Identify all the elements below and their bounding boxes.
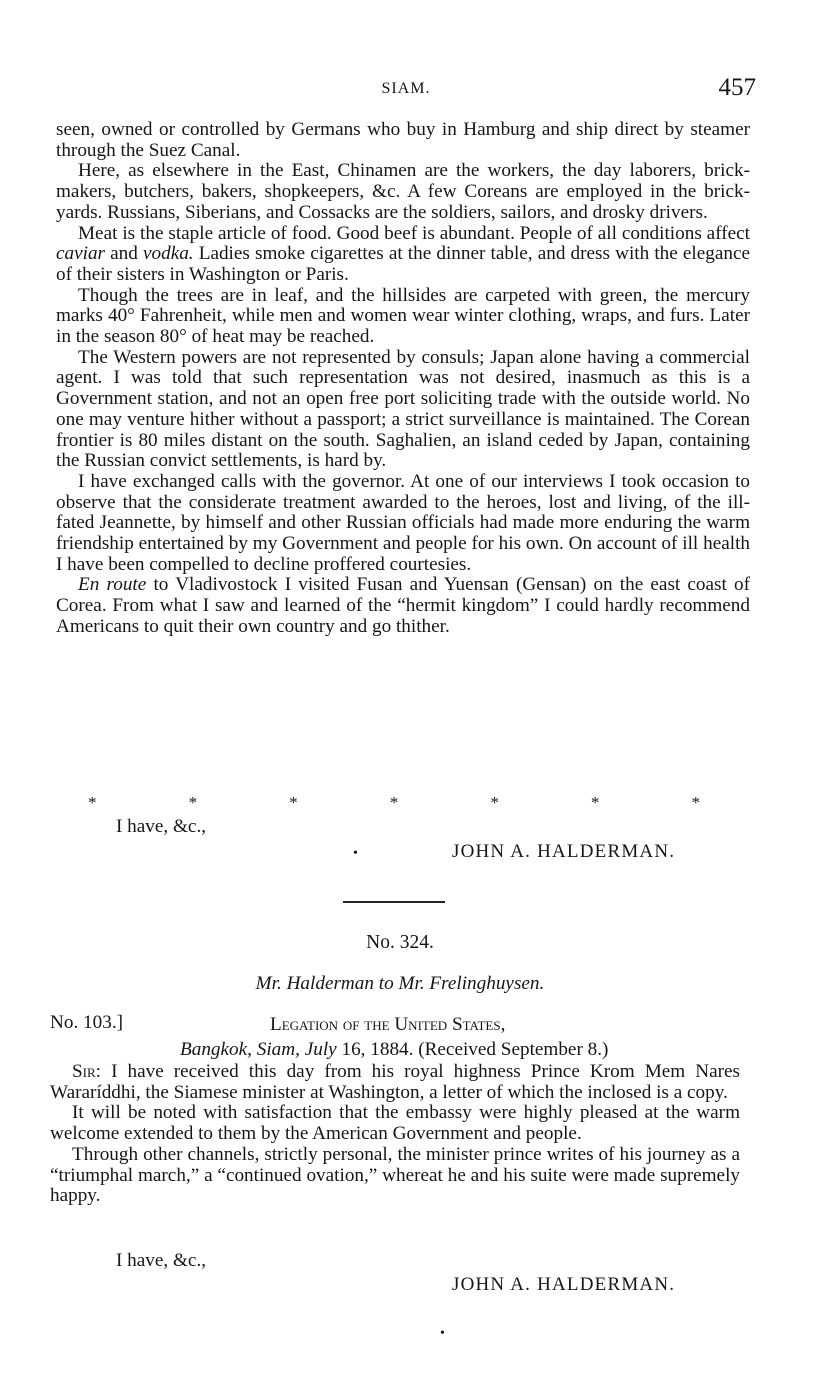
- salutation: Sir:: [72, 1061, 102, 1082]
- emphasis: vodka.: [142, 243, 194, 265]
- place: Bangkok, Siam,: [180, 1039, 300, 1060]
- paragraph: It will be noted with satisfaction that the embassy were highly pleased at the warm welcome extended to them by the American Government and people.: [50, 1102, 740, 1145]
- star: *: [88, 793, 97, 812]
- date-month: July: [304, 1039, 337, 1060]
- paragraph: En route to Vladivostock I visited Fusan and Yuensan (Gensan) on the east coast of Corea. From what I saw and learned of the “hermit kingdom” I could hardly recommend Americans to quit their own country and go thither.: [56, 574, 750, 637]
- star: *: [490, 793, 499, 812]
- date-line: [180, 1039, 608, 1061]
- sender-line: Legation of the United States,: [270, 1014, 506, 1035]
- paragraph: Though the trees are in leaf, and the hillsides are carpeted with green, the mercury marks 40° Fahrenheit, while men and women wear winter clothing, wraps, and furs. Later in the season 80° of heat may be reached.: [56, 284, 750, 348]
- closing: I have, &c.,: [116, 1250, 207, 1271]
- paragraph: seen, owned or controlled by Germans who buy in Hamburg and ship direct by steamer through the Suez Canal.: [56, 119, 750, 161]
- paragraph: I have exchanged calls with the governor. At one of our interviews I took occasion to observe that the considerate treatment awarded to the heroes, lost and living, of the ill-fated Jeannette, by himself and other Russian officials had made more enduring the warm friendship entertained by my Government and people for his own. On account of ill health I have been compelled to decline proffered courtesies.: [56, 470, 750, 575]
- print-speck: •: [353, 846, 358, 861]
- star: *: [289, 793, 298, 812]
- despatch-number: No. 103.]: [50, 1012, 124, 1033]
- signature: JOHN A. HALDERMAN.: [452, 841, 676, 862]
- running-title: SIAM.: [381, 80, 431, 97]
- star: *: [389, 793, 399, 812]
- paragraph: The Western powers are not represented by consuls; Japan alone having a commercial agent. I was told that such representation was not desired, inasmuch as this is a Government station, and not an open free port soliciting trade with the outside world. No one may venture hither without a passport; a strict surveillance is maintained. The Corean frontier is 80 miles distant on the south. Saghalien, an island ceded by Japan, containing the Russian convict settlements, is hard by.: [56, 346, 750, 472]
- star: *: [188, 793, 198, 812]
- letter-body: [50, 1062, 740, 1207]
- date-rest: 16, 1884. (Received September 8.): [341, 1039, 609, 1060]
- signature: JOHN A. HALDERMAN.: [452, 1274, 676, 1295]
- document-heading: Mr. Halderman to Mr. Frelinghuysen.: [255, 973, 545, 994]
- ellipsis-stars: [88, 793, 700, 813]
- paragraph: Meat is the staple article of food. Good beef is abundant. People of all conditions affect caviar and vodka. Ladies smoke cigarettes at the dinner table, and dress with the elegance of their sisters in Washington or Paris.: [56, 222, 750, 285]
- closing: I have, &c.,: [116, 816, 207, 837]
- print-speck: •: [440, 1326, 445, 1341]
- letter-body: [56, 120, 750, 638]
- section-divider: [343, 901, 445, 903]
- emphasis: caviar: [56, 243, 106, 265]
- star: *: [691, 793, 700, 812]
- paragraph: Through other channels, strictly personal, the minister prince writes of his journey as a “triumphal march,” a “continued ovation,” whereat he and his suite were made supremely happy.: [50, 1143, 740, 1207]
- page-header: [56, 76, 756, 104]
- emphasis: En route: [78, 574, 147, 596]
- star: *: [590, 793, 600, 812]
- document-number: No. 324.: [366, 932, 434, 953]
- paragraph: Here, as elsewhere in the East, Chinamen are the workers, the day laborers, brick-makers, butchers, bakers, shopkeepers, &c. A few Coreans are employed in the brick-yards. Russians, Siberians, and Cossacks are the soldiers, sailors, and drosky drivers.: [56, 160, 750, 223]
- paragraph: Sir: I have received this day from his royal highness Prince Krom Mem Nares Wararíddhi, the Siamese minister at Washington, a letter of which the inclosed is a copy.: [50, 1061, 740, 1103]
- page-number: 457: [718, 74, 756, 101]
